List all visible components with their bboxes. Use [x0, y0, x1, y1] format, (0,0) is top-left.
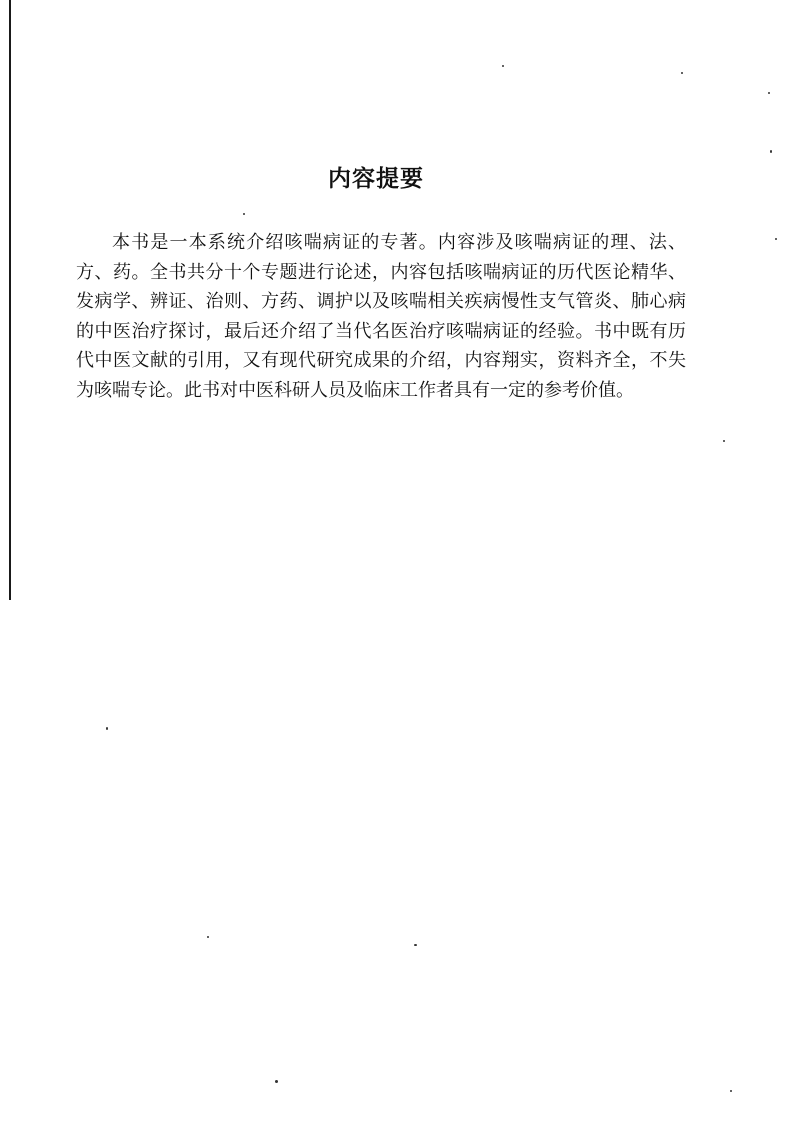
scan-speck: [681, 72, 683, 74]
scan-speck: [207, 936, 209, 938]
scan-speck: [770, 150, 772, 153]
scan-speck: [730, 1090, 732, 1092]
scan-speck: [106, 727, 108, 730]
page-title: 内容提要: [328, 166, 424, 193]
scan-speck: [243, 213, 245, 215]
scan-speck: [414, 944, 417, 946]
summary-paragraph: 本书是一本系统介绍咳喘病证的专著。内容涉及咳喘病证的理、法、方、药。全书共分十个专题进行论述，内容包括咳喘病证的历代医论精华、发病学、辨证、治则、方药、调护以及咳喘相关疾病慢性支气管炎、肺心病的中医治疗探讨，最后还介绍了当代名医治疗咳喘病证的经验。书中既有历代中医文献的引用，又有现代研究成果的介绍，内容翔实，资料齐全，不失为咳喘专论。此书对中医科研人员及临床工作者具有一定的参考价值。: [76, 232, 686, 401]
scan-speck: [723, 440, 725, 442]
scan-speck: [768, 92, 770, 94]
scan-speck: [775, 238, 777, 240]
scan-speck: [275, 1080, 278, 1083]
scan-left-border: [9, 0, 11, 600]
scan-speck: [502, 65, 504, 67]
